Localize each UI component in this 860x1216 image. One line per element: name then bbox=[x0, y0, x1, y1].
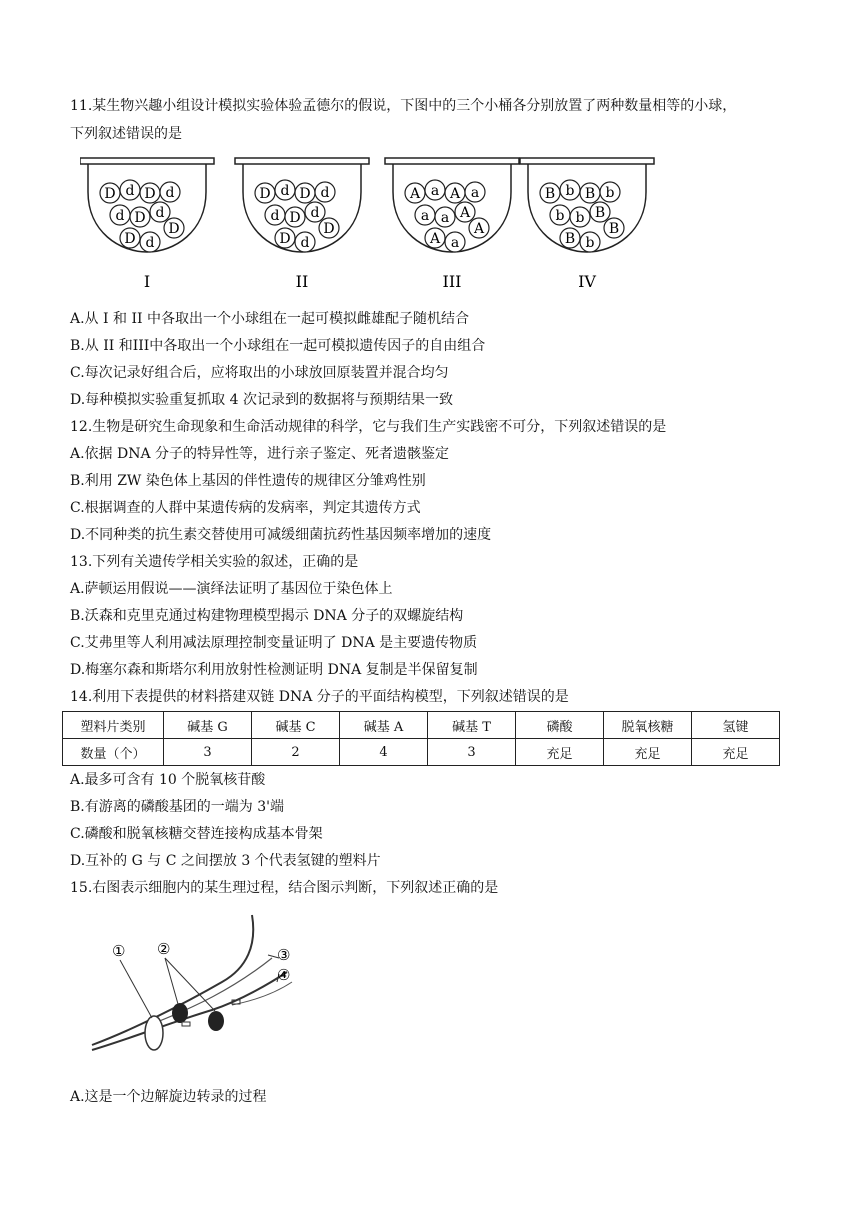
ball-letter: D bbox=[104, 186, 116, 202]
table-header-cell: 碱基 A bbox=[340, 712, 428, 739]
bucket-rim bbox=[385, 158, 519, 164]
ball-letter: d bbox=[310, 205, 320, 221]
ball-letter: A bbox=[429, 231, 441, 247]
bucket-label: III bbox=[442, 272, 462, 291]
ball-letter: b bbox=[565, 183, 575, 199]
ball-letter: b bbox=[555, 208, 565, 224]
q14-option-c: C.磷酸和脱氧核糖交替连接构成基本骨架 bbox=[70, 826, 323, 842]
bucket-2 bbox=[235, 158, 369, 291]
q12-option-a: A.依据 DNA 分子的特异性等，进行亲子鉴定、死者遗骸鉴定 bbox=[70, 446, 450, 462]
ball-letter: D bbox=[259, 186, 271, 202]
ball-letter: b bbox=[605, 185, 615, 201]
ball-letter: b bbox=[585, 235, 595, 251]
table-row bbox=[63, 739, 780, 766]
q13-stem: 13.下列有关遗传学相关实验的叙述，正确的是 bbox=[70, 554, 359, 570]
q14-option-b: B.有游离的磷酸基团的一端为 3'端 bbox=[70, 799, 284, 815]
bucket-rim bbox=[520, 158, 654, 164]
ribosome-1 bbox=[172, 1003, 188, 1023]
ball-letter: a bbox=[420, 208, 430, 224]
ball-letter: d bbox=[270, 208, 280, 224]
figure-label-2: ② bbox=[157, 940, 171, 958]
q11-option-b: B.从 II 和III中各取出一个小球组在一起可模拟遗传因子的自由组合 bbox=[70, 338, 486, 354]
bucket-1 bbox=[80, 158, 214, 291]
ball-letter: d bbox=[165, 185, 175, 201]
q11-option-d: D.每种模拟实验重复抓取 4 次记录到的数据将与预期结果一致 bbox=[70, 392, 453, 408]
table-cell: 3 bbox=[164, 739, 252, 766]
ball-letter: D bbox=[289, 210, 301, 226]
q14-option-d: D.互补的 G 与 C 之间摆放 3 个代表氢键的塑料片 bbox=[70, 853, 381, 869]
figure-label-4: ④ bbox=[277, 966, 291, 984]
ball-letter: A bbox=[449, 186, 461, 202]
mrna-strand bbox=[232, 982, 292, 1005]
ball-letter: d bbox=[320, 185, 330, 201]
q12-option-c: C.根据调查的人群中某遗传病的发病率，判定其遗传方式 bbox=[70, 500, 421, 516]
q15-stem: 15.右图表示细胞内的某生理过程，结合图示判断，下列叙述正确的是 bbox=[70, 880, 499, 896]
ball-letter: A bbox=[459, 205, 471, 221]
bucket-rim bbox=[80, 158, 214, 164]
ball-letter: a bbox=[430, 183, 440, 199]
ball-letter: B bbox=[608, 221, 620, 237]
q11-option-c: C.每次记录好组合后，应将取出的小球放回原装置并混合均匀 bbox=[70, 365, 449, 381]
ball-letter: B bbox=[564, 231, 576, 247]
ball-letter: b bbox=[575, 210, 585, 226]
table-header-cell: 塑料片类别 bbox=[63, 712, 164, 739]
ball-letter: d bbox=[145, 235, 155, 251]
ball-letter: A bbox=[473, 221, 485, 237]
ball-letter: A bbox=[409, 186, 421, 202]
table-header-cell: 脱氧核糖 bbox=[604, 712, 692, 739]
bucket-3 bbox=[385, 158, 519, 291]
table-cell: 数量（个） bbox=[63, 739, 164, 766]
table-cell: 充足 bbox=[516, 739, 604, 766]
table-header-row bbox=[63, 712, 780, 739]
table-cell: 充足 bbox=[692, 739, 780, 766]
ball-letter: d bbox=[155, 205, 165, 221]
ball-letter: d bbox=[280, 183, 290, 199]
q11-option-a: A.从 I 和 II 中各取出一个小球组在一起可模拟雌雄配子随机结合 bbox=[70, 311, 469, 327]
ball-letter: d bbox=[115, 208, 125, 224]
q13-option-d: D.梅塞尔森和斯塔尔利用放射性检测证明 DNA 复制是半保留复制 bbox=[70, 662, 478, 678]
ball-letter: B bbox=[594, 205, 606, 221]
ball-letter: D bbox=[168, 221, 180, 237]
bucket-diagram bbox=[80, 152, 660, 302]
q13-option-b: B.沃森和克里克通过构建物理模型揭示 DNA 分子的双螺旋结构 bbox=[70, 608, 464, 624]
ball-letter: B bbox=[584, 186, 596, 202]
enzyme-oval bbox=[145, 1016, 163, 1050]
bucket-label: IV bbox=[578, 272, 596, 291]
table-cell: 4 bbox=[340, 739, 428, 766]
bucket-rim bbox=[235, 158, 369, 164]
bucket-label: I bbox=[143, 272, 151, 291]
ball-letter: D bbox=[124, 231, 136, 247]
ball-letter: D bbox=[144, 186, 156, 202]
ball-letter: D bbox=[279, 231, 291, 247]
ball-letter: D bbox=[323, 221, 335, 237]
ball-letter: d bbox=[300, 235, 310, 251]
materials-table bbox=[62, 711, 780, 766]
table-header-cell: 磷酸 bbox=[516, 712, 604, 739]
table-header-cell: 碱基 C bbox=[252, 712, 340, 739]
ribosome-2 bbox=[208, 1011, 224, 1031]
q12-option-d: D.不同种类的抗生素交替使用可减缓细菌抗药性基因频率增加的速度 bbox=[70, 527, 492, 543]
figure-label-1: ① bbox=[112, 942, 126, 960]
q14-option-a: A.最多可含有 10 个脱氧核苷酸 bbox=[70, 772, 266, 788]
ball-letter: a bbox=[450, 235, 460, 251]
chain-mark bbox=[182, 1022, 190, 1026]
ball-letter: D bbox=[299, 186, 311, 202]
dna-strand-upper bbox=[92, 915, 253, 1045]
q11-stem-line-2: 下列叙述错误的是 bbox=[70, 126, 182, 142]
q11-bucket-figure bbox=[80, 152, 660, 302]
q13-option-c: C.艾弗里等人利用减法原理控制变量证明了 DNA 是主要遗传物质 bbox=[70, 635, 478, 651]
q14-stem: 14.利用下表提供的材料搭建双链 DNA 分子的平面结构模型，下列叙述错误的是 bbox=[70, 689, 569, 705]
q15-option-a: A.这是一个边解旋边转录的过程 bbox=[70, 1089, 267, 1105]
table-cell: 充足 bbox=[604, 739, 692, 766]
ball-letter: a bbox=[470, 185, 480, 201]
bucket-label: II bbox=[295, 272, 309, 291]
transcription-diagram bbox=[72, 910, 312, 1075]
ball-letter: a bbox=[440, 210, 450, 226]
ball-letter: d bbox=[125, 183, 135, 199]
q15-process-figure bbox=[72, 910, 312, 1075]
bucket-4 bbox=[520, 158, 654, 291]
table-cell: 3 bbox=[428, 739, 516, 766]
pointer-1 bbox=[120, 960, 152, 1018]
q13-option-a: A.萨顿运用假说——演绎法证明了基因位于染色体上 bbox=[70, 581, 393, 597]
q11-stem-line-1: 11.某生物兴趣小组设计模拟实验体验孟德尔的假说，下图中的三个小桶各分别放置了两种数量相等的小球， bbox=[70, 98, 737, 114]
ball-letter: D bbox=[134, 210, 146, 226]
q12-option-b: B.利用 ZW 染色体上基因的伴性遗传的规律区分雏鸡性别 bbox=[70, 473, 426, 489]
table-header-cell: 碱基 G bbox=[164, 712, 252, 739]
q12-stem: 12.生物是研究生命现象和生命活动规律的科学，它与我们生产实践密不可分，下列叙述错误的是 bbox=[70, 419, 667, 435]
table-header-cell: 碱基 T bbox=[428, 712, 516, 739]
table-cell: 2 bbox=[252, 739, 340, 766]
ball-letter: B bbox=[544, 186, 556, 202]
figure-label-3: ③ bbox=[277, 946, 291, 964]
table-header-cell: 氢键 bbox=[692, 712, 780, 739]
